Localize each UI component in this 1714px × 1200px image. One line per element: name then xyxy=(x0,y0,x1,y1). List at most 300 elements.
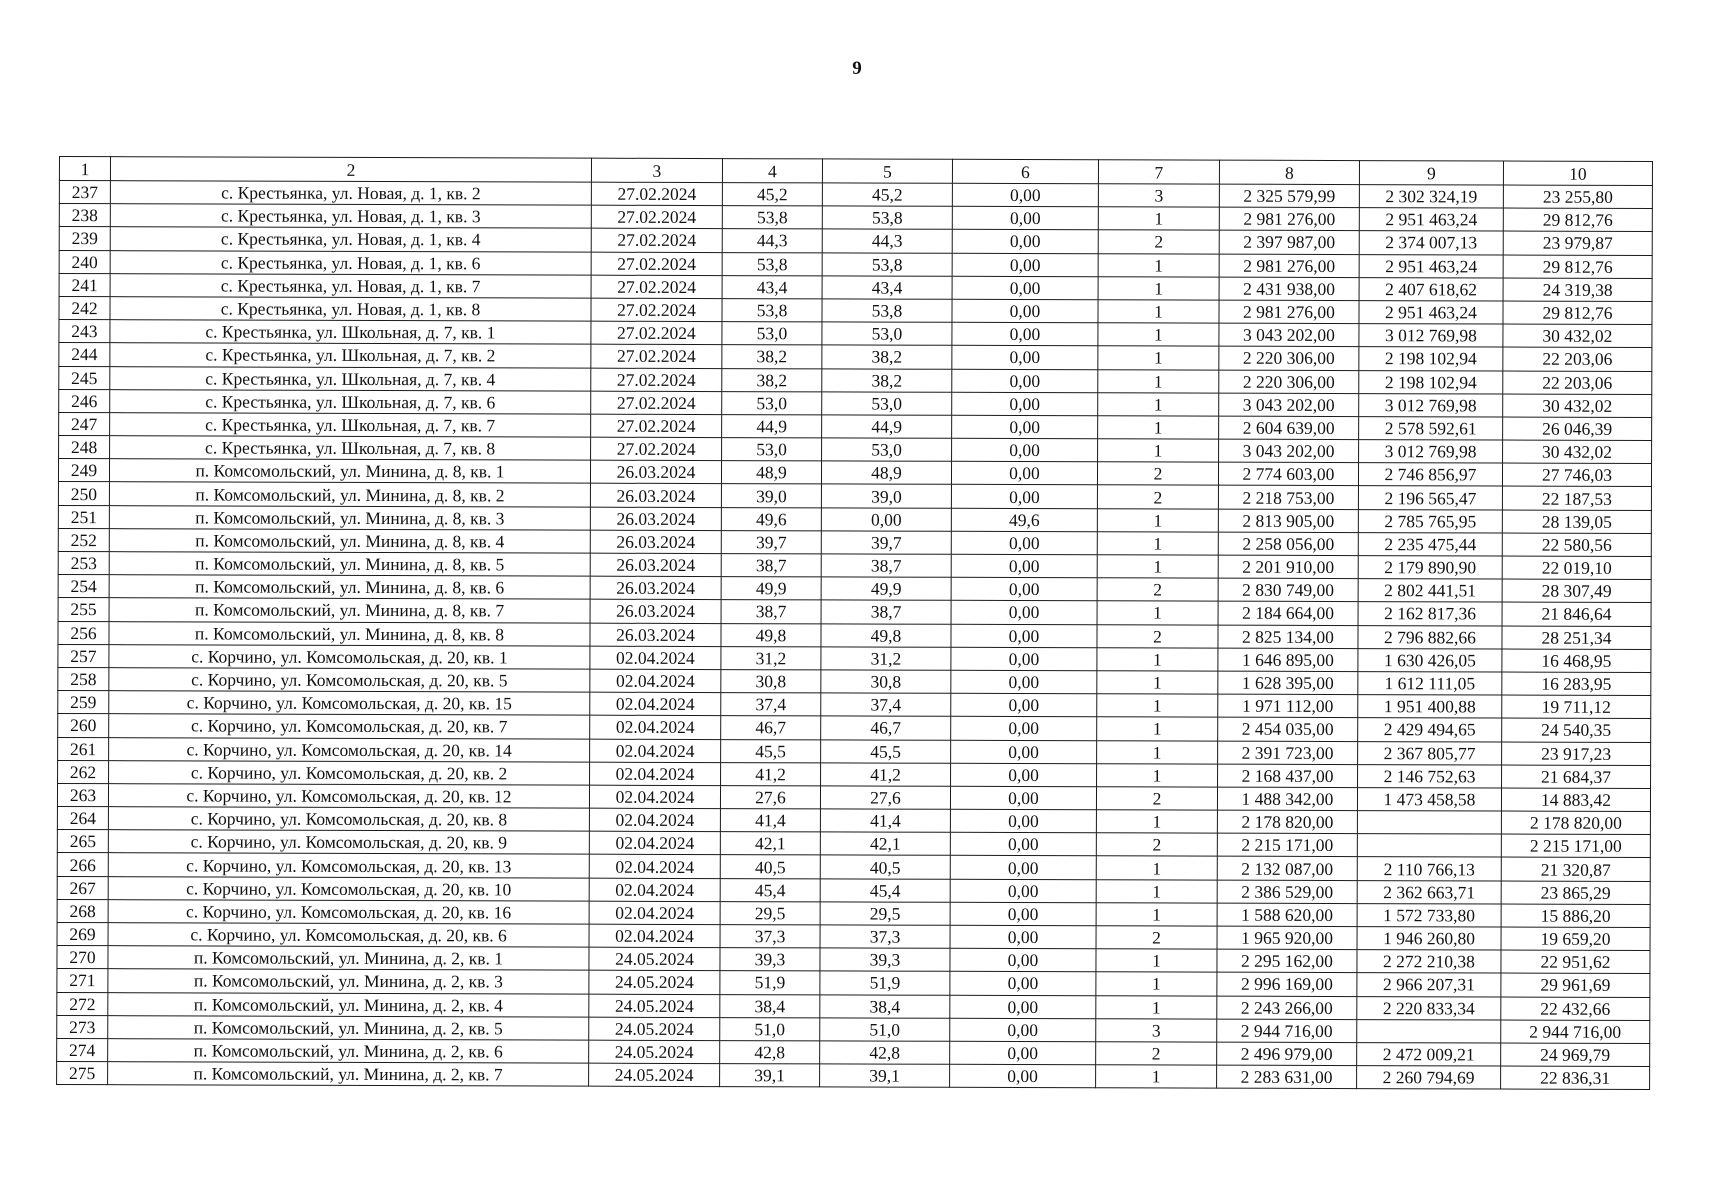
cell-area-total: 49,8 xyxy=(721,623,821,647)
cell-amount-col8: 2 397 987,00 xyxy=(1219,231,1359,255)
cell-count: 2 xyxy=(1097,485,1218,509)
cell-amount-col10: 26 046,39 xyxy=(1503,417,1652,441)
cell-area-col5: 45,4 xyxy=(820,879,950,903)
cell-row-number: 240 xyxy=(59,250,110,273)
cell-row-number: 249 xyxy=(58,459,109,482)
cell-area-col5: 38,2 xyxy=(822,345,952,369)
cell-amount-col8: 2 132 087,00 xyxy=(1217,857,1357,881)
cell-date: 24.05.2024 xyxy=(589,994,720,1018)
table-container xyxy=(56,156,1652,1090)
cell-area-total: 44,3 xyxy=(722,229,822,253)
cell-area-col6: 0,00 xyxy=(950,902,1096,926)
cell-row-number: 244 xyxy=(59,343,110,366)
cell-area-col5: 40,5 xyxy=(820,855,950,879)
cell-row-number: 241 xyxy=(59,273,110,296)
cell-row-number: 243 xyxy=(59,320,110,343)
cell-area-col6: 0,00 xyxy=(950,948,1096,972)
cell-area-col6: 0,00 xyxy=(951,670,1097,694)
cell-amount-col8: 2 813 905,00 xyxy=(1218,509,1358,533)
cell-area-col6: 0,00 xyxy=(952,415,1098,439)
column-header-10: 10 xyxy=(1503,161,1652,185)
cell-amount-col9: 2 260 794,69 xyxy=(1357,1066,1501,1090)
cell-address: с. Корчино, ул. Комсомольская, д. 20, кв. 14 xyxy=(109,737,590,762)
cell-date: 27.02.2024 xyxy=(591,298,722,322)
cell-count: 1 xyxy=(1097,532,1218,556)
cell-count: 1 xyxy=(1098,277,1219,301)
cell-area-col5: 53,8 xyxy=(822,299,952,323)
cell-amount-col8: 2 944 716,00 xyxy=(1217,1019,1357,1043)
cell-amount-col8: 3 043 202,00 xyxy=(1219,439,1359,463)
cell-area-total: 45,2 xyxy=(722,183,822,207)
cell-amount-col8: 2 215 171,00 xyxy=(1217,833,1357,857)
cell-amount-col10: 24 540,35 xyxy=(1502,718,1651,742)
cell-area-col6: 0,00 xyxy=(952,392,1098,416)
cell-count: 2 xyxy=(1097,462,1218,486)
cell-amount-col9: 2 796 882,66 xyxy=(1358,625,1502,649)
cell-area-col5: 51,9 xyxy=(820,971,950,995)
cell-amount-col10: 29 812,76 xyxy=(1503,255,1652,279)
cell-address: с. Корчино, ул. Комсомольская, д. 20, кв. 1 xyxy=(109,644,590,669)
cell-count: 2 xyxy=(1098,230,1219,254)
cell-date: 02.04.2024 xyxy=(590,762,721,786)
cell-area-col6: 0,00 xyxy=(950,972,1096,996)
cell-amount-col9: 1 951 400,88 xyxy=(1358,695,1502,719)
cell-area-col5: 44,9 xyxy=(822,415,952,439)
cell-row-number: 237 xyxy=(59,181,110,204)
cell-count: 1 xyxy=(1098,392,1219,416)
column-header-1: 1 xyxy=(59,157,110,181)
cell-amount-col10: 28 307,49 xyxy=(1502,579,1651,603)
cell-area-col6: 0,00 xyxy=(951,485,1097,509)
cell-area-total: 45,5 xyxy=(721,739,821,763)
cell-row-number: 268 xyxy=(57,899,108,922)
cell-area-total: 51,9 xyxy=(720,971,820,995)
cell-address: п. Комсомольский, ул. Минина, д. 2, кв. 1 xyxy=(108,946,589,971)
cell-address: с. Корчино, ул. Комсомольская, д. 20, кв. 15 xyxy=(109,691,590,716)
cell-count: 1 xyxy=(1097,694,1218,718)
cell-address: п. Комсомольский, ул. Минина, д. 2, кв. 3 xyxy=(108,969,589,994)
cell-amount-col8: 2 981 276,00 xyxy=(1219,207,1359,231)
cell-amount-col10: 2 215 171,00 xyxy=(1501,834,1650,858)
table-body xyxy=(57,181,1653,1090)
cell-count: 1 xyxy=(1096,810,1217,834)
cell-area-col6: 49,6 xyxy=(951,508,1097,532)
cell-address: с. Корчино, ул. Комсомольская, д. 20, кв. 2 xyxy=(109,760,590,785)
cell-count: 2 xyxy=(1096,926,1217,950)
cell-count: 1 xyxy=(1096,949,1217,973)
cell-amount-col8: 3 043 202,00 xyxy=(1219,323,1359,347)
cell-area-col6: 0,00 xyxy=(951,717,1097,741)
cell-row-number: 255 xyxy=(58,598,109,621)
cell-amount-col9: 2 110 766,13 xyxy=(1357,857,1501,881)
cell-address: с. Корчино, ул. Комсомольская, д. 20, кв. 16 xyxy=(108,899,589,924)
cell-count: 1 xyxy=(1098,439,1219,463)
cell-amount-col9: 3 012 769,98 xyxy=(1359,324,1503,348)
cell-amount-col8: 1 646 895,00 xyxy=(1218,648,1358,672)
cell-address: с. Корчино, ул. Комсомольская, д. 20, кв. 5 xyxy=(109,668,590,693)
cell-count: 1 xyxy=(1096,1065,1217,1089)
cell-area-col5: 48,9 xyxy=(821,461,951,485)
cell-count: 1 xyxy=(1096,879,1217,903)
cell-date: 26.03.2024 xyxy=(590,623,721,647)
cell-area-total: 41,4 xyxy=(720,809,820,833)
cell-amount-col10: 22 203,06 xyxy=(1503,347,1652,371)
cell-date: 26.03.2024 xyxy=(590,460,721,484)
cell-area-col5: 43,4 xyxy=(822,276,952,300)
cell-amount-col9 xyxy=(1357,811,1501,835)
cell-area-col6: 0,00 xyxy=(951,577,1097,601)
cell-area-total: 39,3 xyxy=(720,948,820,972)
cell-area-total: 48,9 xyxy=(721,461,821,485)
cell-amount-col9: 2 235 475,44 xyxy=(1358,532,1502,556)
cell-amount-col8: 2 220 306,00 xyxy=(1219,370,1359,394)
cell-area-col5: 45,5 xyxy=(821,739,951,763)
cell-area-total: 51,0 xyxy=(720,1017,820,1041)
cell-row-number: 261 xyxy=(58,737,109,760)
cell-date: 27.02.2024 xyxy=(591,368,722,392)
cell-amount-col10: 21 684,37 xyxy=(1502,765,1651,789)
cell-date: 02.04.2024 xyxy=(590,669,721,693)
cell-area-total: 39,1 xyxy=(720,1064,820,1088)
cell-area-col5: 29,5 xyxy=(820,902,950,926)
cell-date: 02.04.2024 xyxy=(589,831,720,855)
cell-amount-col10: 19 711,12 xyxy=(1502,695,1651,719)
cell-area-total: 29,5 xyxy=(720,901,820,925)
cell-amount-col9: 2 951 463,24 xyxy=(1359,208,1503,232)
cell-count: 1 xyxy=(1098,323,1219,347)
cell-address: п. Комсомольский, ул. Минина, д. 8, кв. 1 xyxy=(109,459,590,484)
cell-amount-col8: 1 965 920,00 xyxy=(1217,926,1357,950)
cell-count: 1 xyxy=(1098,207,1219,231)
cell-amount-col9: 2 367 805,77 xyxy=(1358,741,1502,765)
cell-amount-col9: 2 196 565,47 xyxy=(1358,486,1502,510)
cell-date: 27.02.2024 xyxy=(591,229,722,253)
cell-area-total: 43,4 xyxy=(722,275,822,299)
cell-area-col6: 0,00 xyxy=(951,554,1097,578)
cell-row-number: 271 xyxy=(57,969,108,992)
cell-area-col6: 0,00 xyxy=(952,230,1098,254)
cell-amount-col8: 1 971 112,00 xyxy=(1218,694,1358,718)
cell-area-total: 53,0 xyxy=(722,391,822,415)
cell-amount-col8: 2 168 437,00 xyxy=(1218,764,1358,788)
cell-area-total: 38,7 xyxy=(721,554,821,578)
cell-area-col6: 0,00 xyxy=(951,647,1097,671)
cell-area-col6: 0,00 xyxy=(950,856,1096,880)
cell-area-total: 53,8 xyxy=(722,299,822,323)
cell-count: 2 xyxy=(1096,1042,1217,1066)
cell-area-total: 53,8 xyxy=(722,252,822,276)
cell-area-col6: 0,00 xyxy=(950,879,1096,903)
cell-area-col5: 42,8 xyxy=(820,1041,950,1065)
cell-count: 2 xyxy=(1096,787,1217,811)
cell-amount-col8: 1 488 342,00 xyxy=(1217,787,1357,811)
cell-amount-col10: 29 812,76 xyxy=(1503,301,1652,325)
cell-area-total: 41,2 xyxy=(721,762,821,786)
cell-date: 27.02.2024 xyxy=(591,437,722,461)
cell-date: 27.02.2024 xyxy=(591,275,722,299)
cell-area-total: 27,6 xyxy=(720,785,820,809)
column-header-6: 6 xyxy=(952,159,1098,183)
cell-area-col5: 39,0 xyxy=(821,484,951,508)
cell-amount-col10: 16 283,95 xyxy=(1502,672,1651,696)
cell-count: 1 xyxy=(1096,972,1217,996)
cell-amount-col10: 29 812,76 xyxy=(1503,208,1652,232)
cell-amount-col8: 1 588 620,00 xyxy=(1217,903,1357,927)
cell-amount-col10: 23 917,23 xyxy=(1502,742,1651,766)
cell-area-col5: 39,7 xyxy=(821,531,951,555)
cell-date: 24.05.2024 xyxy=(589,971,720,995)
cell-amount-col9: 2 162 817,36 xyxy=(1358,602,1502,626)
table-row xyxy=(57,1062,1650,1090)
cell-address: п. Комсомольский, ул. Минина, д. 8, кв. 7 xyxy=(109,598,590,623)
cell-count: 3 xyxy=(1098,184,1219,208)
cell-area-total: 49,6 xyxy=(721,507,821,531)
cell-amount-col8: 2 178 820,00 xyxy=(1217,810,1357,834)
cell-area-total: 38,2 xyxy=(722,345,822,369)
cell-address: с. Крестьянка, ул. Школьная, д. 7, кв. 4 xyxy=(110,366,591,391)
cell-row-number: 259 xyxy=(58,691,109,714)
cell-date: 02.04.2024 xyxy=(590,739,721,763)
cell-area-col6: 0,00 xyxy=(951,601,1097,625)
cell-address: с. Крестьянка, ул. Школьная, д. 7, кв. 1 xyxy=(110,320,591,345)
cell-address: с. Корчино, ул. Комсомольская, д. 20, кв. 12 xyxy=(108,784,589,809)
cell-row-number: 266 xyxy=(57,853,108,876)
cell-amount-col10: 21 320,87 xyxy=(1501,857,1650,881)
cell-area-total: 31,2 xyxy=(721,646,821,670)
cell-row-number: 256 xyxy=(58,621,109,644)
cell-amount-col9: 2 362 663,71 xyxy=(1357,880,1501,904)
cell-area-total: 44,9 xyxy=(722,414,822,438)
cell-area-col6: 0,00 xyxy=(952,346,1098,370)
cell-amount-col8: 2 830 749,00 xyxy=(1218,578,1358,602)
cell-area-total: 53,0 xyxy=(722,322,822,346)
cell-amount-col9: 3 012 769,98 xyxy=(1359,440,1503,464)
cell-amount-col8: 2 996 169,00 xyxy=(1217,973,1357,997)
cell-area-col5: 30,8 xyxy=(821,670,951,694)
cell-area-total: 42,1 xyxy=(720,832,820,856)
cell-area-col5: 38,2 xyxy=(822,368,952,392)
cell-row-number: 262 xyxy=(58,760,109,783)
cell-count: 1 xyxy=(1096,856,1217,880)
cell-amount-col9: 1 630 426,05 xyxy=(1358,648,1502,672)
cell-count: 1 xyxy=(1097,508,1218,532)
cell-area-col6: 0,00 xyxy=(950,1041,1096,1065)
cell-date: 27.02.2024 xyxy=(591,344,722,368)
cell-area-col5: 38,7 xyxy=(821,554,951,578)
cell-amount-col9: 2 302 324,19 xyxy=(1359,185,1503,209)
cell-row-number: 258 xyxy=(58,667,109,690)
cell-row-number: 252 xyxy=(58,528,109,551)
cell-address: с. Крестьянка, ул. Школьная, д. 7, кв. 8 xyxy=(110,436,591,461)
cell-row-number: 274 xyxy=(57,1038,108,1061)
cell-row-number: 275 xyxy=(57,1062,108,1085)
cell-amount-col10: 22 951,62 xyxy=(1501,950,1650,974)
cell-amount-col9: 2 578 592,61 xyxy=(1359,416,1503,440)
cell-date: 27.02.2024 xyxy=(591,205,722,229)
cell-area-total: 53,8 xyxy=(722,206,822,230)
cell-date: 24.05.2024 xyxy=(589,1017,720,1041)
cell-amount-col9: 2 374 007,13 xyxy=(1359,231,1503,255)
cell-amount-col10: 16 468,95 xyxy=(1502,649,1651,673)
cell-address: с. Крестьянка, ул. Новая, д. 1, кв. 6 xyxy=(110,250,591,275)
column-header-7: 7 xyxy=(1098,160,1219,184)
cell-area-col5: 41,2 xyxy=(821,763,951,787)
cell-row-number: 267 xyxy=(57,876,108,899)
cell-address: п. Комсомольский, ул. Минина, д. 8, кв. 3 xyxy=(109,505,590,530)
cell-amount-col10: 19 659,20 xyxy=(1501,927,1650,951)
cell-amount-col8: 2 295 162,00 xyxy=(1217,949,1357,973)
cell-amount-col10: 22 580,56 xyxy=(1502,533,1651,557)
cell-address: с. Крестьянка, ул. Школьная, д. 7, кв. 6 xyxy=(110,389,591,414)
cell-amount-col8: 2 201 910,00 xyxy=(1218,555,1358,579)
cell-address: с. Крестьянка, ул. Школьная, д. 7, кв. 2 xyxy=(110,343,591,368)
cell-area-total: 39,0 xyxy=(721,484,821,508)
cell-amount-col9: 3 012 769,98 xyxy=(1359,393,1503,417)
cell-amount-col10: 2 944 716,00 xyxy=(1501,1020,1650,1044)
cell-amount-col8: 2 283 631,00 xyxy=(1217,1065,1357,1089)
cell-amount-col9: 2 146 752,63 xyxy=(1358,764,1502,788)
cell-date: 02.04.2024 xyxy=(589,785,720,809)
cell-amount-col9: 2 179 890,90 xyxy=(1358,556,1502,580)
cell-amount-col10: 27 746,03 xyxy=(1502,463,1651,487)
cell-address: п. Комсомольский, ул. Минина, д. 8, кв. 5 xyxy=(109,552,590,577)
cell-address: п. Комсомольский, ул. Минина, д. 8, кв. 8 xyxy=(109,621,590,646)
cell-area-col6: 0,00 xyxy=(952,253,1098,277)
cell-date: 26.03.2024 xyxy=(590,484,721,508)
cell-address: с. Крестьянка, ул. Новая, д. 1, кв. 7 xyxy=(110,273,591,298)
cell-amount-col8: 2 243 266,00 xyxy=(1217,996,1357,1020)
cell-date: 24.05.2024 xyxy=(589,1063,720,1087)
cell-amount-col8: 2 184 664,00 xyxy=(1218,602,1358,626)
cell-address: с. Корчино, ул. Комсомольская, д. 20, кв. 8 xyxy=(108,807,589,832)
cell-date: 26.03.2024 xyxy=(590,530,721,554)
cell-count: 1 xyxy=(1098,416,1219,440)
cell-date: 02.04.2024 xyxy=(589,808,720,832)
cell-date: 02.04.2024 xyxy=(589,878,720,902)
cell-amount-col10: 30 432,02 xyxy=(1503,394,1652,418)
cell-area-col5: 53,0 xyxy=(822,322,952,346)
cell-row-number: 270 xyxy=(57,946,108,969)
cell-row-number: 269 xyxy=(57,922,108,945)
cell-area-total: 38,2 xyxy=(722,368,822,392)
cell-address: п. Комсомольский, ул. Минина, д. 8, кв. 6 xyxy=(109,575,590,600)
cell-area-col6: 0,00 xyxy=(952,276,1098,300)
cell-area-col6: 0,00 xyxy=(950,809,1096,833)
cell-amount-col8: 2 981 276,00 xyxy=(1219,300,1359,324)
cell-address: с. Корчино, ул. Комсомольская, д. 20, кв. 13 xyxy=(108,853,589,878)
cell-area-col5: 53,0 xyxy=(822,392,952,416)
cell-count: 1 xyxy=(1097,717,1218,741)
column-header-9: 9 xyxy=(1359,161,1503,185)
cell-amount-col8: 1 628 395,00 xyxy=(1218,671,1358,695)
cell-area-col6: 0,00 xyxy=(952,369,1098,393)
cell-row-number: 250 xyxy=(58,482,109,505)
cell-row-number: 272 xyxy=(57,992,108,1015)
cell-amount-col10: 24 969,79 xyxy=(1501,1043,1650,1067)
cell-count: 1 xyxy=(1096,903,1217,927)
cell-area-col6: 0,00 xyxy=(950,786,1096,810)
cell-row-number: 260 xyxy=(58,714,109,737)
cell-area-col6: 0,00 xyxy=(952,183,1098,207)
cell-count: 1 xyxy=(1098,346,1219,370)
cell-amount-col10: 2 178 820,00 xyxy=(1501,811,1650,835)
cell-date: 26.03.2024 xyxy=(590,600,721,624)
cell-area-col5: 0,00 xyxy=(821,508,951,532)
cell-amount-col10: 28 251,34 xyxy=(1502,626,1651,650)
cell-date: 02.04.2024 xyxy=(589,924,720,948)
cell-area-col5: 41,4 xyxy=(820,809,950,833)
cell-area-col5: 49,8 xyxy=(821,623,951,647)
cell-date: 24.05.2024 xyxy=(589,1040,720,1064)
cell-area-col5: 53,0 xyxy=(822,438,952,462)
cell-row-number: 245 xyxy=(59,366,110,389)
cell-amount-col10: 22 019,10 xyxy=(1502,556,1651,580)
cell-amount-col8: 2 604 639,00 xyxy=(1219,416,1359,440)
column-header-2: 2 xyxy=(110,157,591,183)
cell-amount-col9: 1 946 260,80 xyxy=(1357,927,1501,951)
cell-amount-col9: 2 951 463,24 xyxy=(1359,301,1503,325)
cell-row-number: 254 xyxy=(58,575,109,598)
cell-area-col6: 0,00 xyxy=(951,462,1097,486)
cell-amount-col10: 22 432,66 xyxy=(1501,997,1650,1021)
cell-date: 26.03.2024 xyxy=(590,507,721,531)
cell-amount-col9: 2 785 765,95 xyxy=(1358,509,1502,533)
cell-area-col6: 0,00 xyxy=(951,624,1097,648)
cell-amount-col10: 23 979,87 xyxy=(1503,231,1652,255)
cell-address: с. Корчино, ул. Комсомольская, д. 20, кв. 9 xyxy=(108,830,589,855)
cell-area-col6: 0,00 xyxy=(950,833,1096,857)
cell-address: п. Комсомольский, ул. Минина, д. 2, кв. 7 xyxy=(108,1062,589,1087)
cell-area-col5: 27,6 xyxy=(820,786,950,810)
cell-amount-col9: 2 198 102,94 xyxy=(1359,370,1503,394)
cell-area-total: 40,5 xyxy=(720,855,820,879)
cell-area-col5: 46,7 xyxy=(821,716,951,740)
cell-amount-col10: 23 865,29 xyxy=(1501,881,1650,905)
cell-amount-col9: 1 612 111,05 xyxy=(1358,672,1502,696)
cell-area-col5: 39,1 xyxy=(820,1064,950,1088)
cell-area-total: 37,3 xyxy=(720,925,820,949)
cell-area-col6: 0,00 xyxy=(952,322,1098,346)
cell-amount-col10: 29 961,69 xyxy=(1501,973,1650,997)
cell-date: 02.04.2024 xyxy=(590,646,721,670)
cell-address: с. Корчино, ул. Комсомольская, д. 20, кв. 7 xyxy=(109,714,590,739)
cell-amount-col8: 2 774 603,00 xyxy=(1218,462,1358,486)
cell-amount-col10: 22 203,06 xyxy=(1503,371,1652,395)
cell-count: 1 xyxy=(1097,740,1218,764)
cell-row-number: 242 xyxy=(59,296,110,319)
cell-count: 1 xyxy=(1098,369,1219,393)
cell-date: 02.04.2024 xyxy=(590,692,721,716)
cell-area-total: 53,0 xyxy=(722,438,822,462)
cell-amount-col9: 1 473 458,58 xyxy=(1357,787,1501,811)
cell-area-col6: 0,00 xyxy=(952,438,1098,462)
cell-date: 27.02.2024 xyxy=(591,391,722,415)
cell-area-total: 39,7 xyxy=(721,530,821,554)
cell-amount-col8: 2 496 979,00 xyxy=(1217,1042,1357,1066)
cell-area-col5: 42,1 xyxy=(820,832,950,856)
housing-register-table xyxy=(56,156,1653,1090)
cell-area-col6: 0,00 xyxy=(950,1018,1096,1042)
cell-area-col6: 0,00 xyxy=(950,995,1096,1019)
cell-row-number: 238 xyxy=(59,204,110,227)
cell-amount-col10: 21 846,64 xyxy=(1502,602,1651,626)
cell-amount-col10: 30 432,02 xyxy=(1503,440,1652,464)
cell-address: п. Комсомольский, ул. Минина, д. 8, кв. 4 xyxy=(109,528,590,553)
cell-date: 02.04.2024 xyxy=(589,855,720,879)
cell-area-col5: 53,8 xyxy=(822,252,952,276)
cell-address: п. Комсомольский, ул. Минина, д. 2, кв. 6 xyxy=(108,1039,589,1064)
cell-row-number: 263 xyxy=(57,783,108,806)
